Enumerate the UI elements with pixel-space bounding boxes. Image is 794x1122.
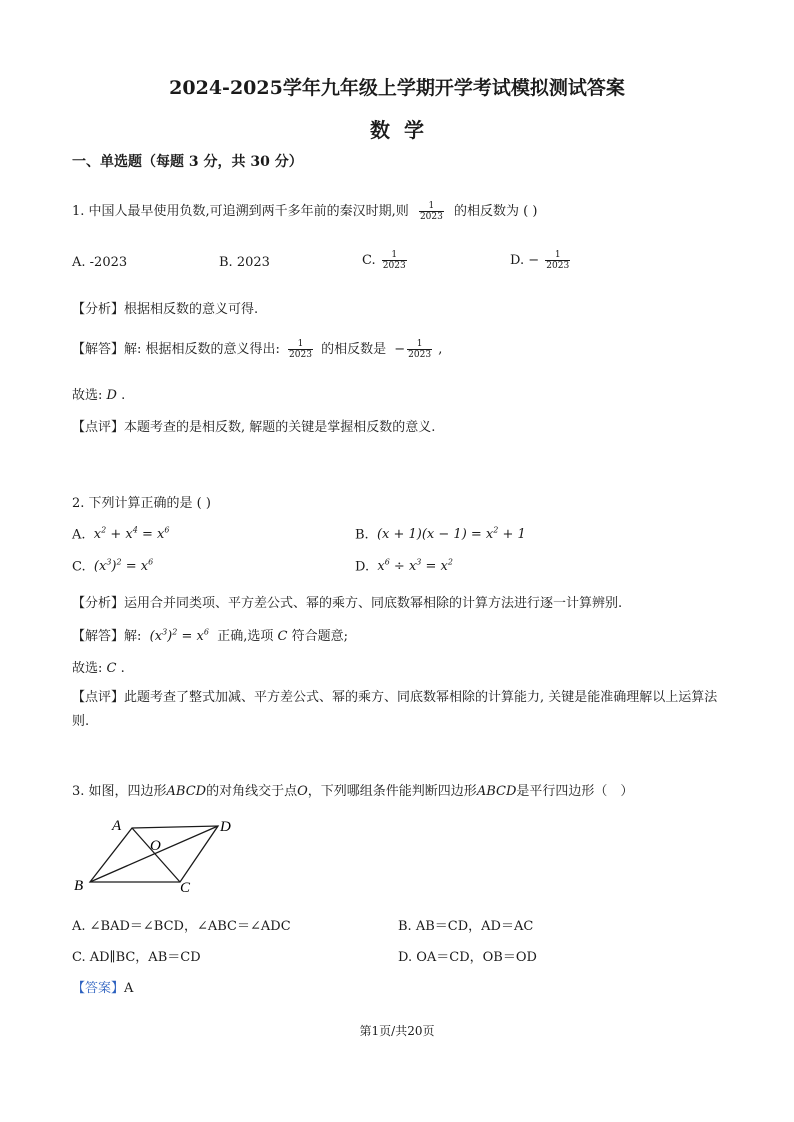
q2-choose-letter: C: [106, 661, 117, 676]
q3-option-a: A. ∠BAD＝∠BCD，∠ABC＝∠ADC: [72, 919, 291, 934]
q2-solution-after: 正确,选项: [217, 629, 274, 644]
q1-choose-end: .: [121, 388, 126, 403]
diagonal-ac: [132, 828, 180, 882]
vertex-label-d: D: [220, 819, 231, 835]
q1-solution-end: ,: [438, 342, 443, 357]
page-footer: 第1页/共20页: [359, 1024, 435, 1038]
q2-analysis: 【分析】运用合并同类项、平方差公式、幂的乘方、同底数幂相除的计算方法进行逐一计算辨别.: [72, 596, 623, 611]
answer-tag: 【答案】: [72, 981, 125, 996]
q1-solution-before: 【解答】解: 根据相反数的意义得出:: [72, 342, 280, 357]
q2-option-c-formula: $(x^3)^2 = x^6$: [89, 558, 154, 575]
q1-choose-letter: D: [106, 388, 117, 403]
vertex-label-c: C: [180, 880, 191, 896]
q2-option-c: [72, 558, 153, 574]
fraction-denominator: 2023: [289, 350, 312, 360]
q2-option-a-formula: $x^2 + x^4 = x^6$: [89, 526, 170, 543]
section-heading: 一、单选题（每题 3 分，共 30 分）: [72, 154, 303, 170]
q3-option-d: D. OA＝CD，OB＝OD: [398, 950, 537, 965]
q3-stem-1: 3. 如图，四边形: [72, 784, 167, 799]
fraction: [288, 339, 313, 360]
vertex-label-b: B: [74, 878, 84, 894]
q1-option-d-prefix: D. −: [510, 253, 540, 268]
fraction: [419, 201, 444, 222]
q2-option-a-label: A.: [72, 527, 86, 543]
q2-choose-label: 故选:: [72, 661, 103, 676]
q1-stem-after: 的相反数为 ( ): [454, 204, 538, 219]
q2-option-b: [355, 526, 526, 542]
fraction-numerator: 1: [297, 339, 304, 349]
question-3-stem: [72, 780, 633, 799]
q1-choose-label: 故选:: [72, 388, 103, 403]
subject-title: 数学: [370, 118, 438, 142]
parallelogram-figure: [70, 812, 240, 898]
q2-solution-before: 【解答】解:: [72, 629, 142, 644]
question-2-stem: 2. 下列计算正确的是 ( ): [72, 496, 211, 511]
vertex-label-a: A: [112, 818, 122, 834]
q3-point-o: O: [297, 784, 308, 799]
q1-option-d: [510, 250, 572, 271]
q3-stem-2: 的对角线交于点: [206, 784, 298, 799]
q3-stem-3: ，下列哪组条件能判断四边形: [307, 784, 477, 799]
q2-choose-end: .: [120, 661, 125, 676]
q2-option-d: [355, 558, 453, 574]
q1-option-a: A. -2023: [72, 255, 128, 270]
q2-solution-formula: $(x^3)^2 = x^6$: [145, 627, 209, 644]
q3-abcd: ABCD: [166, 784, 207, 799]
question-1-stem: [72, 200, 537, 222]
q3-option-c: C. AD∥BC，AB＝CD: [72, 950, 201, 965]
q2-option-d-formula: $x^6 \div x^3 = x^2$: [373, 558, 453, 575]
fraction: [407, 339, 432, 360]
q1-choose: [72, 384, 125, 403]
q2-solution-letter: C: [277, 629, 288, 644]
document-title: 2024-2025学年九年级上学期开学考试模拟测试答案: [169, 77, 625, 99]
fraction-denominator: 2023: [382, 261, 406, 271]
fraction-numerator: 1: [416, 339, 423, 349]
q3-answer: [72, 977, 133, 996]
q1-comment: 【点评】本题考查的是相反数, 解题的关键是掌握相反数的意义.: [72, 420, 436, 435]
fraction-denominator: 2023: [419, 212, 443, 222]
q2-option-b-formula: $(x + 1)(x - 1) = x^2 + 1$: [372, 526, 526, 543]
fraction-numerator: 1: [428, 201, 435, 211]
q1-analysis: 【分析】根据相反数的意义可得.: [72, 302, 259, 317]
q1-stem-before: 1. 中国人最早使用负数,可追溯到两千多年前的秦汉时期,则: [72, 204, 409, 219]
point-label-o: O: [150, 838, 161, 854]
q2-option-a: [72, 526, 169, 542]
q1-option-c-prefix: C.: [362, 253, 376, 268]
fraction-numerator: 1: [554, 250, 561, 260]
q1-solution: 【解答】解: 根据相反数的意义得出: $\frac{1}{2023}$ 的相反数是 − $\frac{1}{2023}$ ,: [72, 339, 443, 360]
fraction: [545, 250, 570, 271]
q3-abcd: ABCD: [476, 784, 517, 799]
fraction-denominator: 2023: [546, 261, 570, 271]
q2-solution-end: 符合题意;: [291, 629, 348, 644]
q2-option-d-label: D.: [355, 559, 370, 575]
q1-solution-mid: 的相反数是: [321, 342, 387, 357]
q3-stem-4: 是平行四边形（ ）: [516, 784, 634, 799]
q2-solution: [72, 625, 348, 644]
q2-choose: [72, 657, 125, 676]
fraction-numerator: 1: [391, 250, 398, 260]
q1-option-c: [362, 250, 409, 271]
fraction-denominator: 2023: [408, 350, 432, 360]
q3-answer-value: A: [124, 981, 134, 996]
q2-option-c-label: C.: [72, 559, 86, 575]
q2-comment: 【点评】此题考查了整式加减、平方差公式、幂的乘方、同底数幂相除的计算能力, 关键是能准确理解以上运算法则.: [72, 690, 718, 729]
q2-option-b-label: B.: [355, 527, 369, 543]
fraction: [382, 250, 407, 271]
q1-option-b: B. 2023: [219, 255, 270, 270]
q3-option-b: B. AB＝CD，AD＝AC: [398, 919, 534, 934]
